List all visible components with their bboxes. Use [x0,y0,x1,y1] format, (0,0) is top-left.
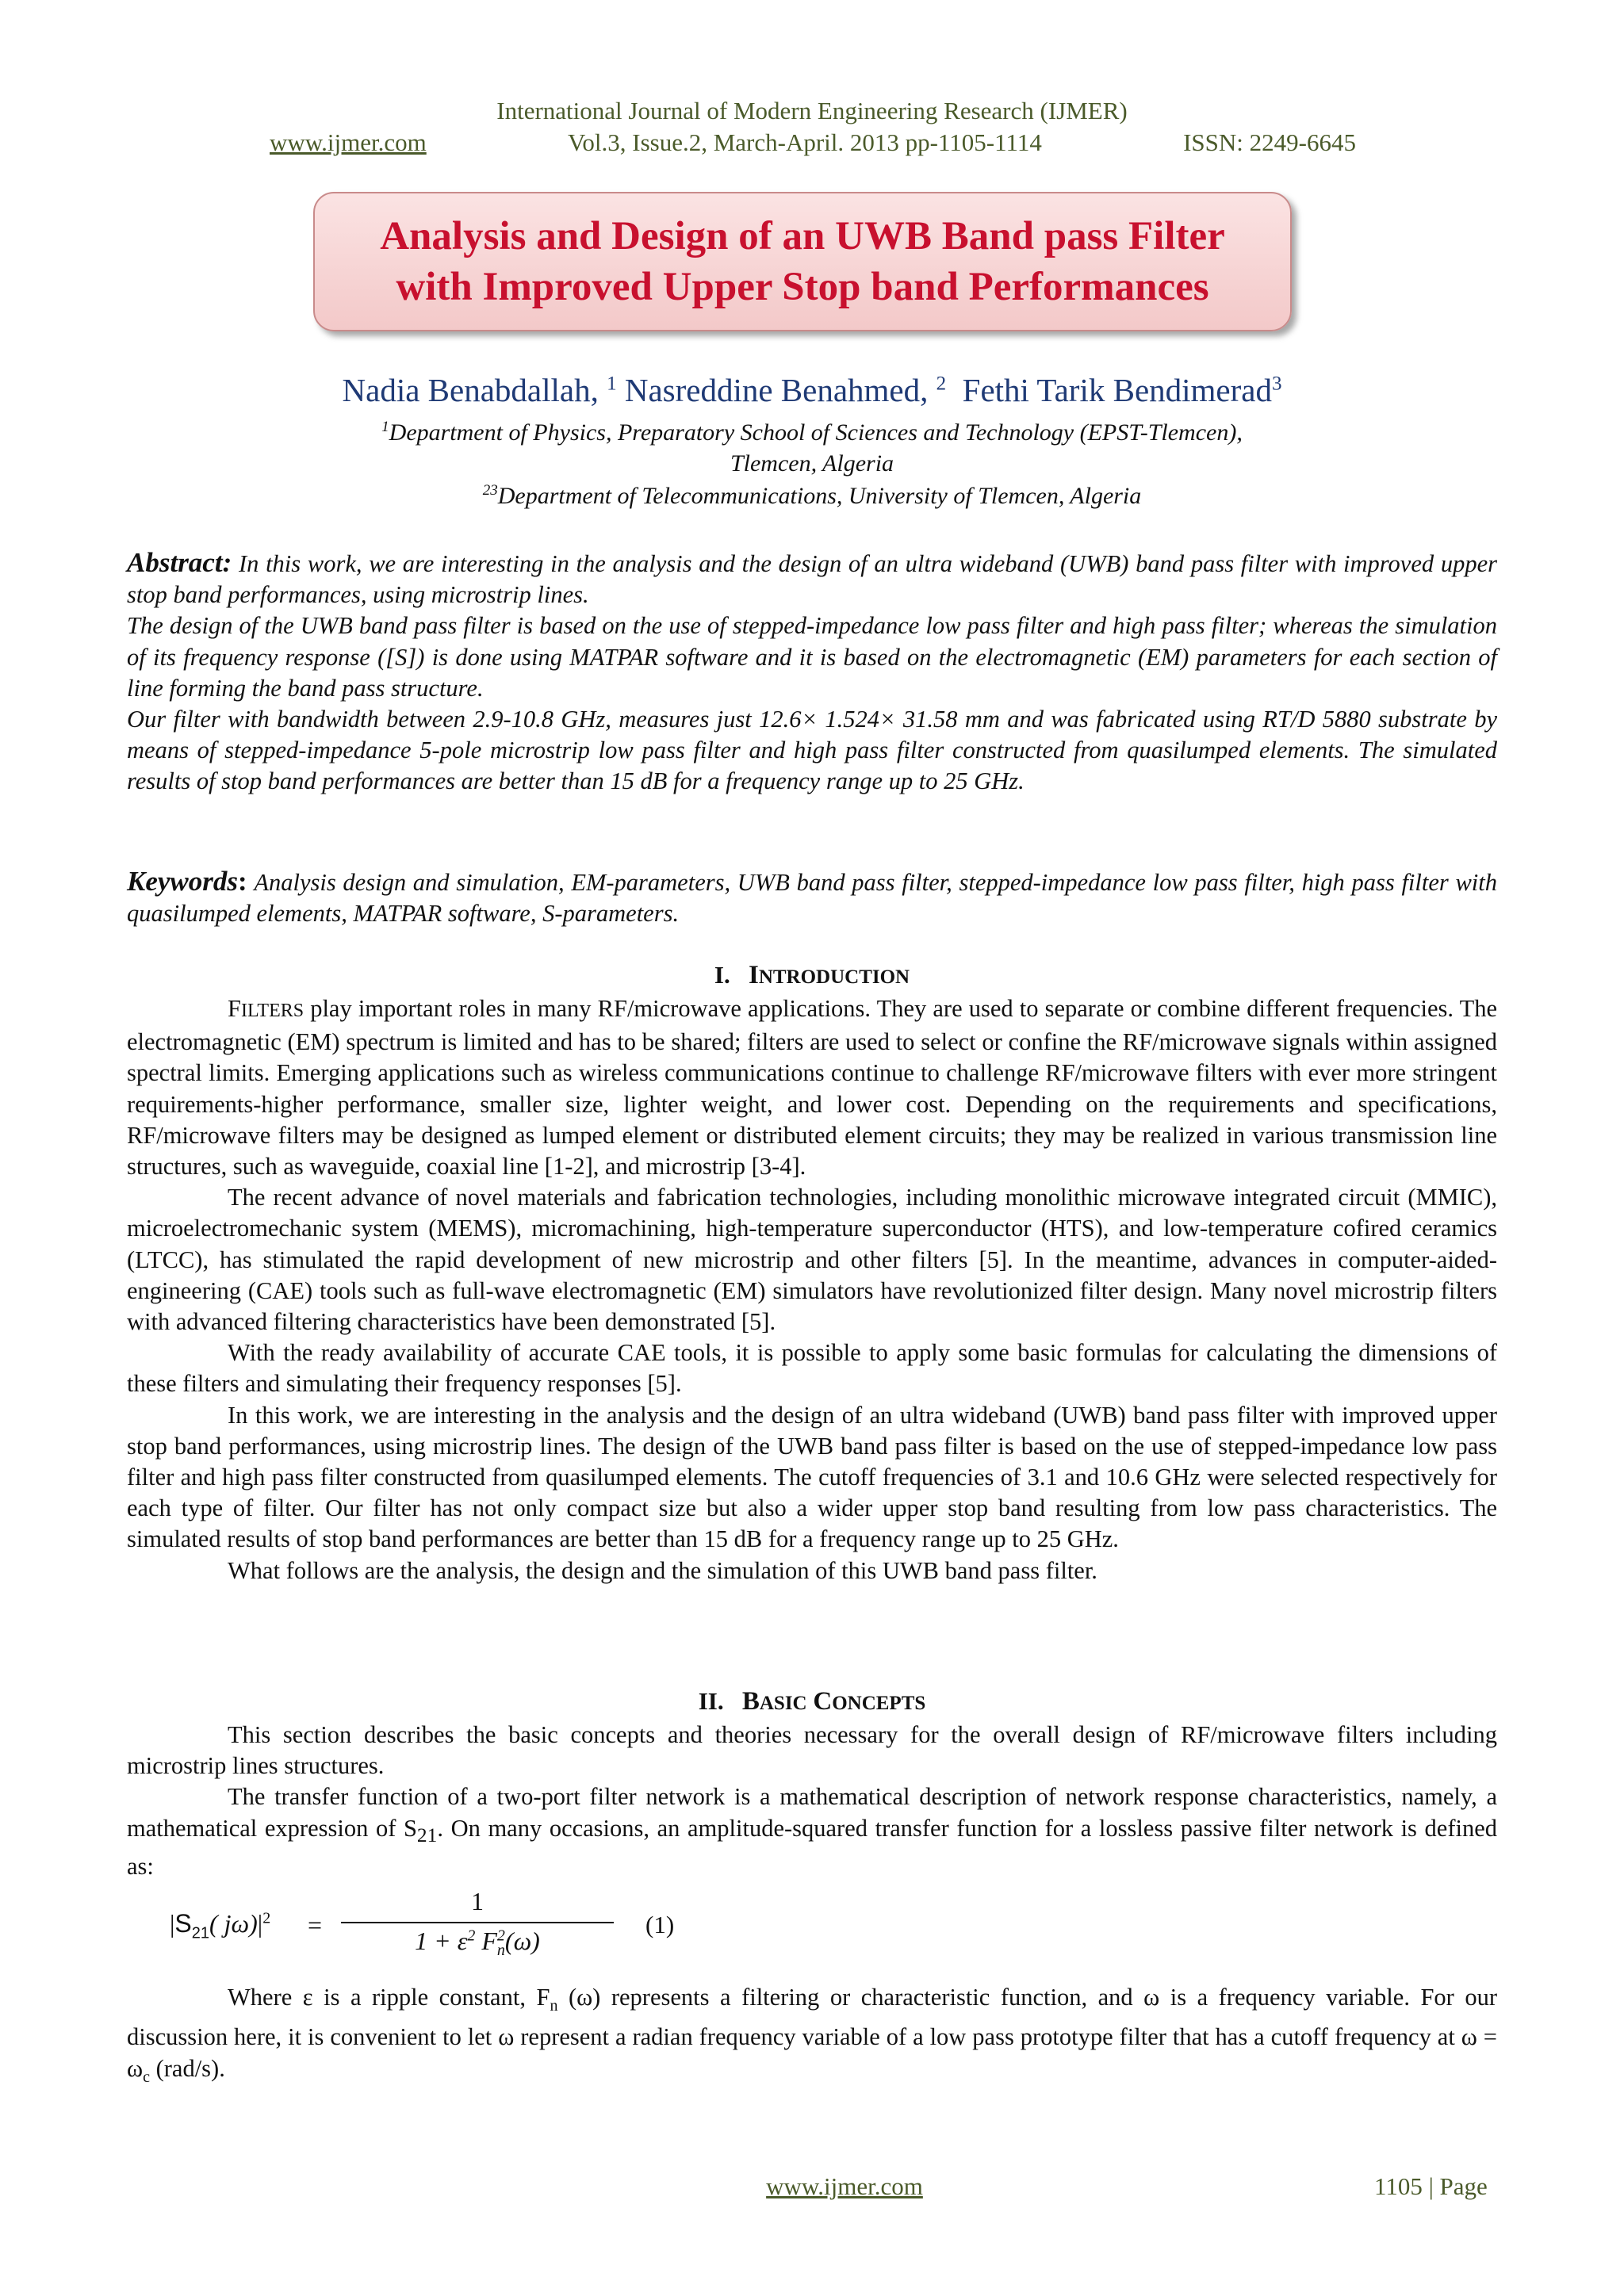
author-1: Nadia Benabdallah, [342,372,599,408]
equation-lhs-symbol: S [174,1909,192,1938]
equation-lhs-sub: 21 [191,1924,209,1942]
equation-fraction [341,1887,614,1960]
journal-website-link[interactable]: www.ijmer.com [270,128,427,156]
equation-lhs: $|S_{21}$( $j\omega)|^2$ [170,1909,271,1942]
affiliation-1-city: Tlemcen, Algeria [730,450,894,476]
title-line-2: with Improved Upper Stop band Performances [396,265,1209,309]
footer-website-link[interactable]: www.ijmer.com [766,2172,923,2200]
title-box [313,192,1292,331]
section-1-body [127,993,1497,1586]
title-line-1: Analysis and Design of an UWB Band pass Filter [380,214,1225,258]
abstract-p1-text: In this work, we are interesting in the analysis and the design of an ultra wideband (UWB) band pass filter with improved upper stop band performances, using microstrip lines. [127,550,1497,609]
equation-lhs-pow: 2 [262,1909,271,1927]
section-2-p3-text-a: Where ε is a ripple constant, F [228,1984,550,2011]
keywords-text: Analysis design and simulation, EM-parameters, UWB band pass filter, stepped-impedance low pass filter, high pass filter with quasilumped elements, MATPAR software, S-parameters. [127,869,1498,928]
section-2-number: II. [698,1687,724,1715]
affiliation-2 [0,482,1624,510]
section-1-title-initial: I [748,961,759,989]
section-1-p1 [127,993,1497,1182]
abstract-p2: The design of the UWB band pass filter is based on the use of stepped-impedance low pass filter and high pass filter; whereas the simulation of its frequency response ([S]) is done using MATPAR software and it is based on the electromagnetic (EM) parameters for each section of line forming the band pass structure. [127,612,1497,702]
equation-den-fpow: 2 [496,1927,505,1945]
section-1-p3: With the ready availability of accurate CAE tools, it is possible to apply some basic formulas for calculating the dimensions of these filters and simulating their frequency responses [5]. [127,1339,1497,1398]
affiliation-1-text: Department of Physics, Preparatory School of Sciences and Technology (EPST-Tlemcen), [389,419,1243,446]
journal-meta-line [270,128,1356,157]
abstract [127,547,1497,798]
affiliation-2-text: Department of Telecommunications, University of Tlemcen, Algeria [497,483,1142,509]
journal-name: International Journal of Modern Engineering Research (IJMER) [496,97,1128,124]
author-list [0,371,1624,409]
section-1-number: I. [714,961,730,989]
section-2-body-cont [127,1982,1497,2093]
section-1-p2: The recent advance of novel materials and fabrication technologies, including monolithic microwave integrated circuit (MMIC), microelectromechanic system (MEMS), micromachining, high-temperature superconductor (HTS), and low-temperature cofired ceramics (LTCC), has stimulated the rapid development of new microstrip and other filters [5]. In the meantime, advances in computer-aided-engineering (CAE) tools such as full-wave electromagnetic (EM) simulators have revolutionized filter design. Many novel microstrip filters with advanced filtering characteristics have been demonstrated [5]. [127,1184,1497,1336]
section-2-p3-sub2: c [143,2068,150,2086]
section-2-p2-text-b: . On many occasions, an amplitude-squared transfer function for a lossless passive filter network is defined as: [127,1814,1497,1880]
section-2-title-initial-2: C [813,1687,833,1716]
section-1-p4: In this work, we are interesting in the analysis and the design of an ultra wideband (UWB) band pass filter with improved upper stop band performances, using microstrip lines. The design of the UWB band pass filter is based on the use of stepped-impedance low pass filter and high pass filter constructed from quasilumped elements. The cutoff frequencies of 3.1 and 10.6 GHz were selected respectively for each type of filter. Our filter has not only compact size but also a wider upper stop band resulting from low pass characteristics. The simulated results of stop band performances are better than 15 dB for a frequency range up to 25 GHz. [127,1401,1497,1553]
affiliation-1-sup: 1 [381,419,389,435]
author-3: Fethi Tarik Bendimerad [962,372,1272,408]
section-1-lead-rest: ILTERS [240,1001,304,1021]
equation-den-pow: 2 [467,1927,476,1945]
author-2-sup: 2 [936,373,947,395]
section-2-p2-text-a: The transfer function of a two-port filter network is a mathematical description of network response characteristics, namely, a mathematical expression of S [127,1783,1497,1842]
affiliation-2-sup: 23 [482,482,498,499]
section-2-p3 [127,1982,1497,2093]
section-2-heading [0,1687,1624,1716]
affiliation-1 [0,419,1624,446]
footer-page-number: 1105 | Page [1374,2172,1488,2200]
section-2-p2-sub: 21 [416,1823,438,1846]
section-1-lead-initial: F [228,995,241,1022]
section-1-title-rest: NTRODUCTION [758,966,910,988]
author-2: Nasreddine Benahmed, [624,372,929,408]
equation-number: (1) [645,1911,675,1938]
equation-den-f: F [475,1927,497,1955]
equation-den-fsub: n [496,1942,505,1960]
section-2-p3-sub: n [550,1997,558,2015]
section-2-p3-text-b: (ω) represents a filtering or characteristic function, and ω is a frequency variable. For our discussion here, it is convenient to let ω represent a radian frequency variable of a low pass prototype filter that has a cutoff frequency at ω = ω [127,1984,1497,2082]
equation-numerator: 1 [471,1887,484,1915]
keywords-label: Keywords [127,866,238,897]
equation-den-a: 1 + ε [415,1927,468,1955]
section-2-title-initial-1: B [741,1687,760,1716]
section-2-title-rest-1: ASIC [759,1693,807,1714]
section-2-body [127,1720,1497,1882]
author-3-sup: 3 [1271,373,1282,395]
abstract-p1 [127,547,1497,610]
section-1-p1-text: play important roles in many RF/microwave applications. They are used to separate or combine different frequencies. The electromagnetic (EM) spectrum is limited and has to be shared; filters are used to select or confine the RF/microwave signals within assigned spectral limits. Emerging applications such as wireless communications continue to challenge RF/microwave filters with ever more stringent requirements-higher performance, smaller size, lighter weight, and lower cost. Depending on the requirements and specifications, RF/microwave filters may be designed as lumped element or distributed element circuits; they may be realized in various transmission line structures, such as waveguide, coaxial line [1-2], and microstrip [3-4]. [127,995,1497,1181]
section-2-p2 [127,1781,1497,1882]
equation-den-b: (ω) [504,1927,540,1955]
section-1-p5: What follows are the analysis, the design and the simulation of this UWB band pass filter. [228,1556,1097,1584]
equation-denominator [341,1923,614,1960]
equation-lhs-arg: ( jω) [209,1909,258,1938]
equation-equals: = [308,1911,323,1939]
journal-volume: Vol.3, Issue.2, March-April. 2013 pp-1105-1114 [568,128,1042,156]
section-2-title-rest-2: ONCEPTS [832,1693,926,1714]
section-1-heading [0,961,1624,990]
author-1-sup: 1 [607,373,617,395]
equation-1 [167,1887,722,1974]
keywords [127,866,1497,929]
section-2-p3-text-c: (rad/s). [149,2054,225,2082]
abstract-p3: Our filter with bandwidth between 2.9-10.8 GHz, measures just 12.6× 1.524× 31.58 mm and was fabricated using RT/D 5880 substrate by means of stepped-impedance 5-pole microstrip low pass filter and high pass filter constructed from quasilumped elements. The simulated results of stop band performances are better than 15 dB for a frequency range up to 25 GHz. [127,706,1497,795]
journal-issn: ISSN: 2249-6645 [1183,128,1356,156]
abstract-label: Abstract: [127,547,232,578]
keywords-colon: : [238,866,247,897]
section-2-p1: This section describes the basic concepts and theories necessary for the overall design of RF/microwave filters including microstrip lines structures. [127,1721,1497,1780]
